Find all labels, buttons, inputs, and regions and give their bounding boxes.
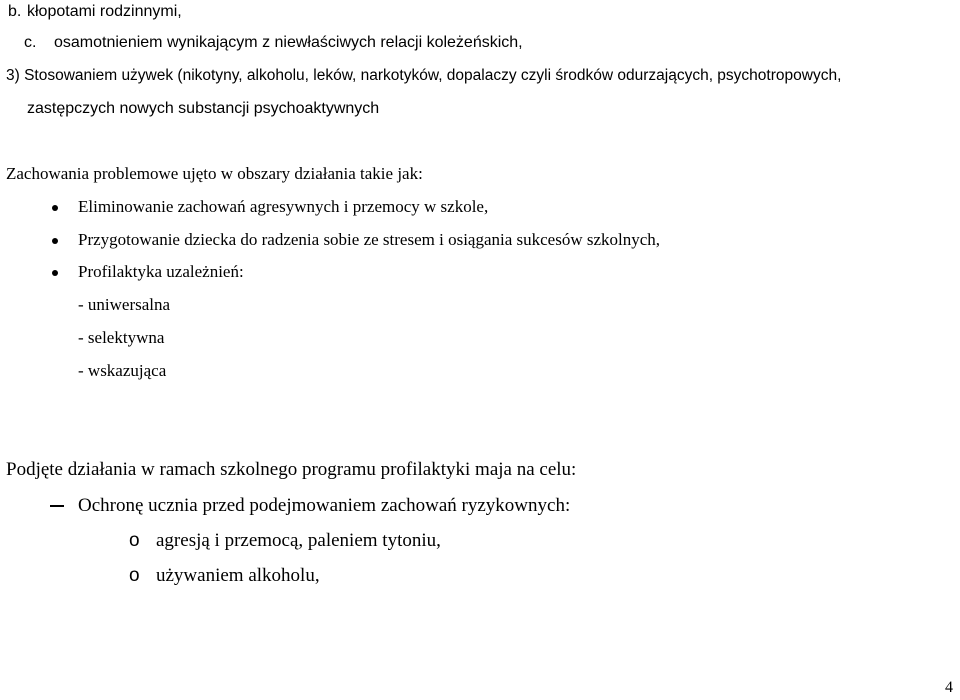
item-3-line-2: zastępczych nowych substancji psychoaktywnych: [27, 100, 380, 117]
sub-item-selective: - selektywna: [78, 328, 165, 347]
list-item-b-text: kłopotami rodzinnymi,: [27, 3, 182, 20]
bullet-item-3: Profilaktyka uzależnień:: [78, 262, 244, 281]
item-3-line-1: 3) Stosowaniem używek (nikotyny, alkoholu, leków, narkotyków, dopalaczy czyli środków odurzających, psychotropowych,: [6, 67, 842, 84]
dash-icon: [50, 505, 64, 507]
circle-bullet-icon: o: [129, 530, 140, 551]
bullet-icon: [52, 270, 58, 276]
list-marker-c: c.: [24, 34, 37, 51]
sub-item-universal: - uniwersalna: [78, 295, 171, 314]
list-marker-b: b.: [8, 3, 22, 20]
bullet-item-2: Przygotowanie dziecka do radzenia sobie ze stresem i osiągania sukcesów szkolnych,: [78, 230, 661, 249]
list-item-c-text: osamotnieniem wynikającym z niewłaściwych relacji koleżeńskich,: [54, 34, 523, 51]
sub-item-indicated: - wskazująca: [78, 361, 167, 380]
dash-item-text: Ochronę ucznia przed podejmowaniem zachowań ryzykownych:: [78, 495, 571, 516]
circle-bullet-icon: o: [129, 565, 140, 586]
problem-behaviors-intro: Zachowania problemowe ujęto w obszary działania takie jak:: [6, 164, 423, 183]
bullet-icon: [52, 238, 58, 244]
bullet-icon: [52, 205, 58, 211]
program-goals-intro: Podjęte działania w ramach szkolnego programu profilaktyki maja na celu:: [6, 459, 577, 480]
circle-item-1: agresją i przemocą, paleniem tytoniu,: [156, 530, 441, 551]
page-number: 4: [945, 679, 953, 696]
bullet-item-1: Eliminowanie zachowań agresywnych i przemocy w szkole,: [78, 197, 489, 216]
circle-item-2: używaniem alkoholu,: [156, 565, 320, 586]
